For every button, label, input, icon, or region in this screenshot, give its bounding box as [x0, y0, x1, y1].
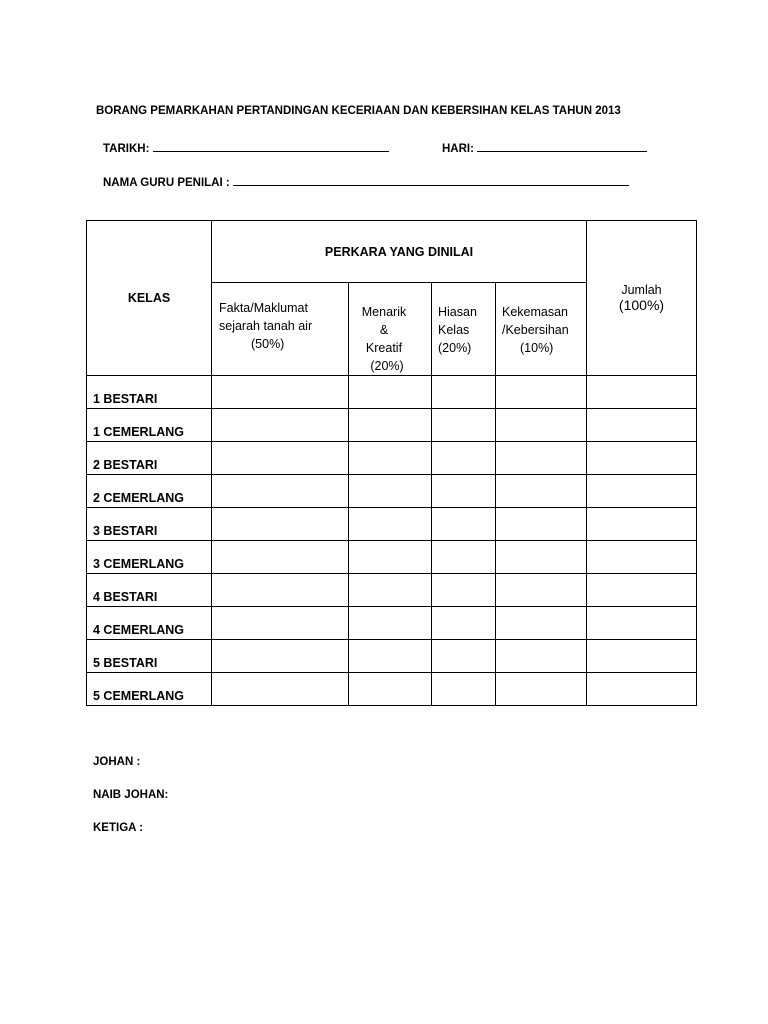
menarik-score-cell[interactable] — [349, 673, 432, 706]
criteria-menarik-line: Kreatif — [365, 341, 403, 355]
kekemasan-score-cell[interactable] — [496, 475, 587, 508]
hiasan-score-cell[interactable] — [432, 607, 496, 640]
guru-penilai-label: NAMA GURU PENILAI : — [103, 177, 230, 189]
criteria-menarik-line: Menarik — [361, 305, 407, 319]
table-row — [87, 673, 697, 706]
menarik-score-cell[interactable] — [349, 508, 432, 541]
perkara-header: PERKARA YANG DINILAI — [212, 221, 587, 283]
guru-penilai-field[interactable] — [103, 173, 629, 189]
menarik-score-cell[interactable] — [349, 640, 432, 673]
fakta-score-cell[interactable] — [212, 673, 349, 706]
jumlah-score-cell[interactable] — [587, 442, 697, 475]
form-title: BORANG PEMARKAHAN PERTANDINGAN KECERIAAN DAN KEBERSIHAN KELAS TAHUN 2013 — [96, 105, 621, 117]
table-row — [87, 409, 697, 442]
fakta-score-cell[interactable] — [212, 508, 349, 541]
menarik-score-cell[interactable] — [349, 475, 432, 508]
kekemasan-score-cell[interactable] — [496, 442, 587, 475]
ketiga-label: KETIGA : — [93, 822, 144, 834]
fakta-score-cell[interactable] — [212, 376, 349, 409]
jumlah-percent: (100%) — [618, 297, 665, 313]
kekemasan-score-cell[interactable] — [496, 376, 587, 409]
table-row — [87, 541, 697, 574]
menarik-score-cell[interactable] — [349, 376, 432, 409]
tarikh-label: TARIKH: — [103, 143, 150, 155]
fakta-score-cell[interactable] — [212, 442, 349, 475]
jumlah-score-cell[interactable] — [587, 508, 697, 541]
kekemasan-score-cell[interactable] — [496, 607, 587, 640]
criteria-fakta-percent: (50%) — [251, 337, 285, 351]
fakta-score-cell[interactable] — [212, 640, 349, 673]
jumlah-label: Jumlah — [621, 283, 662, 297]
criteria-kekemasan-line: /Kebersihan — [502, 323, 569, 337]
class-name-cell: 2 BESTARI — [87, 442, 212, 475]
fakta-score-cell[interactable] — [212, 541, 349, 574]
johan-label: JOHAN : — [93, 756, 141, 768]
kelas-header: KELAS — [87, 221, 212, 376]
jumlah-score-cell[interactable] — [587, 574, 697, 607]
class-name-cell: 1 BESTARI — [87, 376, 212, 409]
kekemasan-score-cell[interactable] — [496, 673, 587, 706]
class-name-cell: 4 BESTARI — [87, 574, 212, 607]
naib-johan-label: NAIB JOHAN: — [93, 789, 169, 801]
criteria-hiasan-line: Hiasan — [438, 305, 477, 319]
criteria-hiasan-line: Kelas — [438, 323, 470, 337]
jumlah-score-cell[interactable] — [587, 607, 697, 640]
hiasan-score-cell[interactable] — [432, 508, 496, 541]
score-table — [86, 220, 697, 706]
criteria-fakta-line: sejarah tanah air — [219, 319, 313, 333]
class-name-cell: 2 CEMERLANG — [87, 475, 212, 508]
class-name-cell: 4 CEMERLANG — [87, 607, 212, 640]
criteria-hiasan-percent: (20%) — [438, 341, 472, 355]
hiasan-score-cell[interactable] — [432, 640, 496, 673]
kekemasan-score-cell[interactable] — [496, 574, 587, 607]
fakta-score-cell[interactable] — [212, 607, 349, 640]
hiasan-score-cell[interactable] — [432, 673, 496, 706]
fakta-score-cell[interactable] — [212, 475, 349, 508]
table-row — [87, 376, 697, 409]
kekemasan-score-cell[interactable] — [496, 541, 587, 574]
jumlah-score-cell[interactable] — [587, 475, 697, 508]
table-row — [87, 475, 697, 508]
class-name-cell: 5 BESTARI — [87, 640, 212, 673]
class-name-cell: 1 CEMERLANG — [87, 409, 212, 442]
criteria-menarik-percent: (20%) — [370, 359, 404, 373]
kekemasan-score-cell[interactable] — [496, 640, 587, 673]
table-row — [87, 442, 697, 475]
table-row — [87, 640, 697, 673]
hiasan-score-cell[interactable] — [432, 541, 496, 574]
kekemasan-score-cell[interactable] — [496, 409, 587, 442]
tarikh-blank-line[interactable] — [153, 139, 389, 152]
hiasan-score-cell[interactable] — [432, 409, 496, 442]
criteria-menarik-header — [349, 283, 432, 376]
criteria-fakta-line: Fakta/Maklumat — [219, 301, 308, 315]
criteria-kekemasan-line: Kekemasan — [502, 305, 569, 319]
hiasan-score-cell[interactable] — [432, 442, 496, 475]
kekemasan-score-cell[interactable] — [496, 508, 587, 541]
guru-penilai-blank-line[interactable] — [233, 173, 629, 186]
hiasan-score-cell[interactable] — [432, 475, 496, 508]
class-name-cell: 3 CEMERLANG — [87, 541, 212, 574]
jumlah-score-cell[interactable] — [587, 673, 697, 706]
menarik-score-cell[interactable] — [349, 541, 432, 574]
criteria-menarik-line: & — [379, 323, 389, 337]
fakta-score-cell[interactable] — [212, 409, 349, 442]
menarik-score-cell[interactable] — [349, 409, 432, 442]
tarikh-field[interactable] — [103, 139, 389, 155]
hiasan-score-cell[interactable] — [432, 574, 496, 607]
jumlah-score-cell[interactable] — [587, 376, 697, 409]
menarik-score-cell[interactable] — [349, 442, 432, 475]
hari-label: HARI: — [442, 143, 474, 155]
hari-field[interactable] — [442, 139, 647, 155]
jumlah-score-cell[interactable] — [587, 409, 697, 442]
fakta-score-cell[interactable] — [212, 574, 349, 607]
criteria-hiasan-header — [432, 283, 496, 376]
menarik-score-cell[interactable] — [349, 574, 432, 607]
hari-blank-line[interactable] — [477, 139, 647, 152]
hiasan-score-cell[interactable] — [432, 376, 496, 409]
menarik-score-cell[interactable] — [349, 607, 432, 640]
jumlah-score-cell[interactable] — [587, 541, 697, 574]
class-name-cell: 5 CEMERLANG — [87, 673, 212, 706]
criteria-fakta-header — [212, 283, 349, 376]
jumlah-score-cell[interactable] — [587, 640, 697, 673]
jumlah-header — [587, 221, 697, 376]
table-row — [87, 607, 697, 640]
class-name-cell: 3 BESTARI — [87, 508, 212, 541]
table-row — [87, 574, 697, 607]
criteria-kekemasan-percent: (10%) — [520, 341, 554, 355]
criteria-kekemasan-header — [496, 283, 587, 376]
table-row — [87, 508, 697, 541]
